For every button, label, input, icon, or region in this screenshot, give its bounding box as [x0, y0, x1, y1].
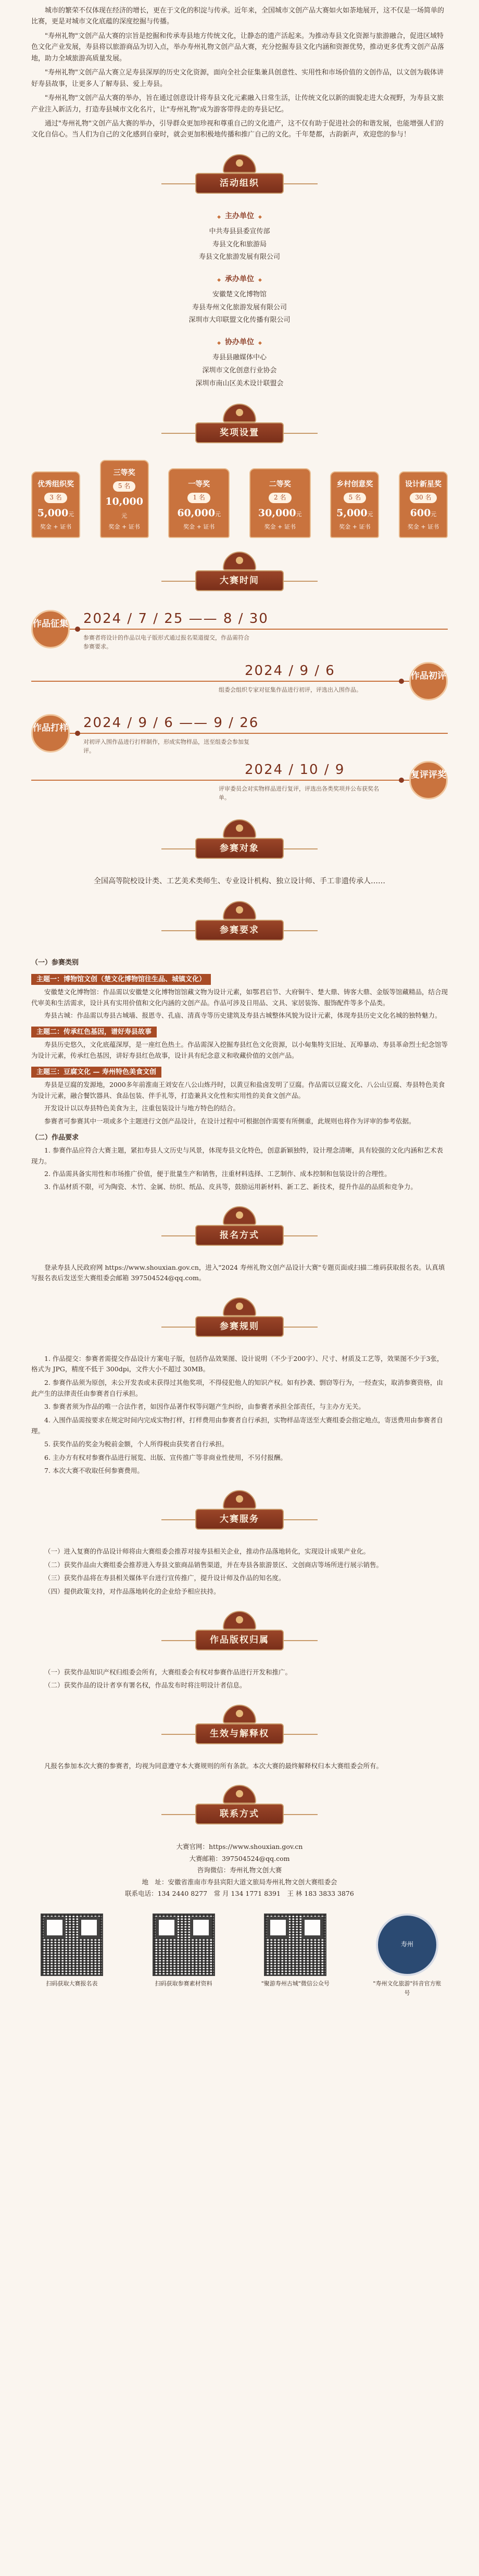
signup — [31, 1262, 448, 1284]
award-extra: 奖金 + 证书 — [108, 523, 140, 530]
service-item: （一）进入复赛的作品设计师将由大赛组委会推荐对接寿县相关企业，推动作品落地转化，实现设计成果产业化。 — [44, 1547, 370, 1555]
organizer-group — [31, 273, 448, 327]
award-card — [399, 471, 448, 538]
contact-address: 地 址：安徽省淮南市寿县宾阳大道文旅局寿州礼物文创大赛组委会 — [142, 1878, 337, 1886]
ornament-icon — [223, 1297, 256, 1316]
award-money: 10,000 — [105, 496, 143, 508]
requirement-paragraph: 寿县是豆腐的发源地，2000多年前淮南王刘安在八公山炼丹时，以黄豆和盐卤发明了豆腐。作品需以豆腐文化、八公山豆腐、寿县特色美食为设计元素，融合餐饮器具、食品包装、伴手礼等，打造兼具文化性和实用性的美食文创产品。 — [31, 1081, 445, 1099]
rule-item: 3. 参赛者须为作品的唯一合法作者，如因作品著作权等问题产生纠纷，由参赛者承担全部责任，与主办方无关。 — [44, 1403, 365, 1411]
qr-label: "聚游寿州古城"微信公众号 — [261, 1980, 330, 1987]
effect-terms — [31, 1761, 448, 1772]
timeline-date: 2024 / 10 / 9 — [245, 762, 345, 778]
requirements — [31, 957, 448, 1192]
ornament-icon — [223, 1206, 256, 1225]
section-header-effect — [161, 1704, 318, 1752]
organizer-line: 寿县文化和旅游局 — [212, 240, 267, 248]
award-name: 乡村创意奖 — [336, 480, 373, 489]
requirement-paragraph: 3. 作品材质不限，可为陶瓷、木竹、金属、纺织、纸品、皮具等，鼓励运用新材料、新工艺、新技术，提升作品的品质和竞争力。 — [44, 1182, 417, 1191]
timeline-tag: 作品征集 — [31, 610, 70, 648]
participants-text: 全国高等院校设计类、工艺美术类师生、专业设计机构、独立设计师、手工非遗传承人…… — [94, 877, 385, 886]
organizer-title: ◆ 主办单位 ◆ — [31, 210, 448, 222]
award-count: 3 名 — [44, 493, 67, 503]
award-money: 5,000 — [336, 507, 368, 519]
contact-email[interactable]: 大赛邮箱：397504524@qq.com — [189, 1854, 290, 1862]
topic-label: 主题三：豆腐文化 — 寿州特色美食文创 — [31, 1067, 161, 1078]
award-card — [330, 471, 379, 538]
timeline-dot — [399, 679, 404, 684]
award-unit: 元 — [296, 510, 302, 518]
award-name: 三等奖 — [113, 469, 135, 478]
organizer-group — [31, 336, 448, 390]
organizer-line: 安徽楚文化博物馆 — [212, 291, 267, 299]
award-name: 一等奖 — [188, 480, 210, 489]
qr-code-icon[interactable] — [41, 1914, 103, 1976]
award-money: 60,000 — [177, 507, 216, 519]
timeline-tag: 复评评奖 — [409, 761, 448, 799]
section-title: 报名方式 — [195, 1225, 284, 1246]
qr-label: 扫码获取大赛报名表 — [46, 1980, 98, 1987]
rules — [31, 1354, 448, 1477]
requirement-paragraph: 安徽楚文化博物馆：作品需以安徽楚文化博物馆馆藏文物为设计元素，如鄂君启节、大府铜牛、楚大鼎、铸客大鼎、金版等馆藏精品，结合现代审美和生活需求，设计具有实用价值和文化内涵的文创产品。作品可涉及日用品、文具、家居装饰、服饰配件等多个品类。 — [31, 988, 448, 1007]
timeline-dot — [399, 778, 404, 783]
section-title: 作品版权归属 — [195, 1630, 284, 1650]
timeline-date: 2024 / 9 / 6 —— 9 / 26 — [83, 715, 259, 731]
services — [31, 1546, 448, 1597]
organizer-line: 中共寿县县委宣传部 — [209, 227, 270, 235]
rule-item: 4. 入围作品需按要求在规定时间内完成实物打样，打样费用由参赛者自行承担，实物样品寄送至大赛组委会指定地点，寄送费用由参赛者自理。 — [31, 1416, 443, 1435]
section-title: 参赛对象 — [195, 838, 284, 859]
award-name: 设计新星奖 — [405, 480, 442, 489]
award-count: 30 名 — [410, 493, 436, 503]
organizer-line: 寿县县融媒体中心 — [212, 354, 267, 362]
award-count: 5 名 — [344, 493, 366, 503]
contact-phones: 联系电话：134 2440 8277 常 月 134 1771 8391 王 林 183 3833 3876 — [125, 1890, 354, 1898]
requirement-paragraph: 寿县古城：作品需以寿县古城墙、报恩寺、孔庙、清真寺等历史建筑及寿县古城整体风貌为设计元素，体现寿县历史文化名城的独特魅力。 — [44, 1011, 442, 1020]
timeline-dot — [75, 731, 80, 736]
ornament-icon — [223, 819, 256, 838]
timeline-note: 组委会组织专家对征集作品进行初评，评选出入围作品。 — [219, 686, 362, 694]
ornament-icon — [223, 404, 256, 422]
award-card — [168, 468, 230, 538]
section-header-services — [161, 1489, 318, 1537]
topic-label: 主题二：传承红色基因，谱好寿县故事 — [31, 1027, 157, 1037]
section-title: 生效与解释权 — [195, 1723, 284, 1744]
rule-item: 2. 参赛作品须为原创，未公开发表或未获得过其他奖项，不得侵犯他人的知识产权。如有抄袭、剽窃等行为，一经查实，取消参赛资格，由此产生的法律责任由参赛者自行承担。 — [31, 1379, 443, 1397]
qr-code-icon[interactable] — [264, 1914, 326, 1976]
award-unit: 元 — [121, 512, 128, 519]
brand-logo-icon[interactable]: 寿州 — [376, 1914, 438, 1976]
contact — [31, 1841, 448, 1900]
qr-item[interactable] — [147, 1914, 220, 1998]
timeline-note: 对初评入围作品进行打样制作，形成实物样品，送至组委会参加复评。 — [83, 739, 249, 754]
section-header-rules — [161, 1296, 318, 1344]
organizer-line: 深圳市文化创意行业协会 — [202, 366, 277, 374]
contact-site[interactable]: 大赛官网：https://www.shouxian.gov.cn — [176, 1843, 303, 1851]
service-item: （二）获奖作品由大赛组委会推荐进入寿县文旅商品销售渠道，并在寿县各旅游景区、文创商店等场所进行展示销售。 — [44, 1560, 383, 1569]
timeline-date: 2024 / 9 / 6 — [245, 663, 335, 679]
section-header-organizers — [161, 153, 318, 201]
organizer-group — [31, 210, 448, 264]
rule-item: 5. 获奖作品的奖金为税前金额，个人所得税由获奖者自行承担。 — [44, 1440, 229, 1448]
section-title: 大赛时间 — [195, 570, 284, 591]
award-extra: 奖金 + 证书 — [407, 523, 439, 530]
requirement-heading: （一）参赛类别 — [31, 959, 79, 967]
section-header-awards — [161, 403, 318, 451]
timeline-axis — [31, 780, 448, 781]
organizer-line: 深圳市南山区美术设计联盟会 — [195, 379, 284, 387]
section-header-signup — [161, 1205, 318, 1253]
contact-wechat: 咨询微信：寿州礼物文创大赛 — [197, 1866, 282, 1874]
ornament-icon — [223, 901, 256, 920]
requirement-paragraph: 2. 作品需具备实用性和市场推广价值，便于批量生产和销售，注重材料选择、工艺制作、成本控制和包装设计的合理性。 — [44, 1170, 391, 1178]
organizer-line: 深圳市大印联盟文化传播有限公司 — [188, 316, 291, 324]
ornament-icon — [223, 552, 256, 570]
award-card — [100, 460, 149, 538]
intro-paragraph: "寿州礼物"文创产品大赛立足寿县深厚的历史文化资源，面向全社会征集兼具创意性、实用性和市场价值的文创作品，以文创为载体讲好寿县故事，让更多人了解寿县、爱上寿县。 — [31, 69, 444, 88]
section-title: 活动组织 — [195, 173, 284, 194]
timeline-note: 参赛者将设计的作品以电子版形式通过报名渠道提交，作品需符合参赛要求。 — [83, 634, 249, 650]
timeline-note: 评审委员会对实物样品进行复评，评选出各类奖项并公布获奖名单。 — [219, 785, 379, 801]
award-money: 30,000 — [258, 507, 296, 519]
qr-label: "寿州文化旅游"抖音官方账号 — [373, 1980, 442, 1997]
requirement-paragraph: 寿县历史悠久，文化底蕴深厚，是一座红色热土。作品需深入挖掘寿县红色文化资源，以小甸集特支旧址、瓦埠暴动、寿县革命烈士纪念馆等为设计元素，传承红色基因，讲好寿县红色故事，设计具有纪念意义和收藏价值的文创产品。 — [31, 1041, 448, 1059]
service-item: （四）提供政策支持，对作品落地转化的企业给予相应扶持。 — [44, 1587, 220, 1595]
service-item: （三）获奖作品将在寿县相关媒体平台进行宣传推广，提升设计师及作品的知名度。 — [44, 1574, 285, 1582]
awards — [31, 460, 448, 538]
ip-item: （二）获奖作品的设计者享有署名权，作品发布时将注明设计者信息。 — [44, 1681, 246, 1690]
rule-item: 7. 本次大赛不收取任何参赛费用。 — [44, 1467, 144, 1475]
ip-item: （一）获奖作品知识产权归组委会所有，大赛组委会有权对参赛作品进行开发和推广。 — [44, 1668, 292, 1676]
ornament-icon — [223, 1611, 256, 1630]
award-card — [31, 471, 80, 538]
ornament-icon — [223, 1705, 256, 1723]
award-unit: 元 — [431, 510, 437, 518]
section-title: 联系方式 — [195, 1804, 284, 1824]
organizers — [31, 210, 448, 390]
award-card — [249, 468, 311, 538]
intro-paragraph: 城市的繁荣不仅体现在经济的增长，更在于文化的积淀与传承。近年来，全国城市文创产品大赛如火如荼地展开，这不仅是一场简单的比赛，更是对城市文化底蕴的深度挖掘与传播。 — [31, 7, 445, 26]
section-title: 大赛服务 — [195, 1509, 284, 1530]
timeline-tag: 作品打样 — [31, 714, 70, 753]
award-name: 二等奖 — [269, 480, 291, 489]
award-name: 优秀组织奖 — [37, 480, 74, 489]
award-count: 5 名 — [113, 481, 135, 492]
qr-code-icon[interactable] — [153, 1914, 215, 1976]
section-title: 奖项设置 — [195, 422, 284, 443]
ip-terms — [31, 1667, 448, 1691]
organizer-line: 寿县文化旅游发展有限公司 — [198, 253, 280, 261]
requirement-heading: （二）作品要求 — [31, 1133, 79, 1142]
rule-item: 6. 主办方有权对参赛作品进行展览、出版、宣传推广等非商业性使用，不另付报酬。 — [44, 1453, 287, 1461]
section-header-requirements — [161, 900, 318, 948]
award-count: 1 名 — [187, 493, 210, 503]
award-extra: 奖金 + 证书 — [264, 523, 296, 530]
section-header-timeline — [161, 551, 318, 598]
award-money: 600 — [410, 507, 431, 519]
section-title: 参赛规则 — [195, 1316, 284, 1337]
qr-codes — [31, 1914, 448, 1998]
timeline-dot — [75, 627, 80, 632]
intro — [31, 0, 448, 141]
section-title: 参赛要求 — [195, 920, 284, 941]
intro-paragraph: "寿州礼物"文创产品大赛的宗旨是挖掘和传承寿县地方传统文化，让静态的遗产活起来。为推动寿县文化资源与旅游融合，促进区域特色文化产业发展，寿县将以旅游商品为切入点，举办寿州礼物文创产品大赛，充分挖掘寿县文化内涵和资源优势，推动更多优秀文创产品落地，助力全域旅游高质量发展。 — [31, 32, 445, 62]
organizer-title: ◆ 承办单位 ◆ — [31, 273, 448, 285]
award-unit: 元 — [68, 510, 74, 518]
topic-label: 主题一：博物馆文创（楚文化博物馆往生品、城镇文化） — [31, 974, 211, 985]
intro-paragraph: "寿州礼物"文创产品大赛的举办，旨在通过创意设计将寿县文化元素融入日常生活，让传统文化以新的面貌走进大众视野，为寿县文旅产业注入新活力，打造寿县城市文化名片，让"寿州礼物"成为游客带得走的寿县记忆。 — [31, 94, 444, 114]
qr-label: 扫码获取参赛素材资料 — [155, 1980, 212, 1987]
rule-item: 1. 作品提交：参赛者需提交作品设计方案电子版，包括作品效果图、设计说明（不少于200字）、尺寸、材质及工艺等，效果图不少于3张，格式为 JPG，精度不低于 300dpi，文件大小不超过 30MB。 — [31, 1354, 444, 1373]
qr-item[interactable] — [371, 1914, 444, 1998]
award-extra: 奖金 + 证书 — [40, 523, 72, 530]
award-unit: 元 — [215, 510, 221, 518]
organizer-line: 寿县寿州文化旅游发展有限公司 — [192, 303, 287, 311]
award-extra: 奖金 + 证书 — [183, 523, 215, 530]
requirement-paragraph: 开发设计以以寿县特色美食为主，注重包装设计与地方特色的结合。 — [44, 1104, 240, 1112]
award-unit: 元 — [367, 510, 373, 518]
timeline — [31, 608, 448, 806]
timeline-axis — [31, 681, 448, 682]
qr-item[interactable] — [35, 1914, 108, 1998]
award-count: 2 名 — [269, 493, 291, 503]
section-header-ip — [161, 1610, 318, 1658]
award-money: 5,000 — [37, 507, 69, 519]
ornament-icon — [223, 154, 256, 173]
section-header-contact — [161, 1784, 318, 1832]
section-header-participants — [161, 818, 318, 866]
ornament-icon — [223, 1785, 256, 1804]
organizer-title: ◆ 协办单位 ◆ — [31, 336, 448, 348]
intro-paragraph: 通过"寿州礼物"文创产品大赛的举办，引导群众更加珍视和尊重自己的文化遗产，这不仅有助于促进社会的和谐发展，也能增强人们的文化自信心。当人们为自己的文化感到自豪时，就会更加积极地传播和推广自己的文化。千年楚都，古韵新声，欢迎您的参与！ — [31, 119, 444, 139]
requirement-paragraph: 参赛者可参赛其中一项或多个主题进行文创产品设计，在设计过程中可根据创作需要有所侧重，此规则也将作为评审的参考依据。 — [44, 1117, 415, 1125]
ornament-icon — [223, 1490, 256, 1509]
requirement-paragraph: 1. 参赛作品应符合大赛主题，紧扣寿县人文历史与风景，体现寿县文化特色，创意新颖独特，设计理念清晰，具有较强的文化内涵和艺术表现力。 — [31, 1146, 443, 1165]
effect-item: 凡报名参加本次大赛的参赛者，均视为同意遵守本大赛规则的所有条款。本次大赛的最终解释权归本大赛组委会所有。 — [44, 1761, 383, 1770]
timeline-date: 2024 / 7 / 25 —— 8 / 30 — [83, 611, 269, 627]
timeline-tag: 作品初评 — [409, 662, 448, 701]
signup-text: 登录寿县人民政府网 https://www.shouxian.gov.cn，进入"2024 寿州礼物文创产品设计大赛"专题页面或扫描二维码获取报名表。认真填写报名表后发送至大赛组委会邮箱 397504524@qq.com。 — [31, 1263, 445, 1282]
qr-item[interactable] — [259, 1914, 332, 1998]
award-extra: 奖金 + 证书 — [339, 523, 371, 530]
